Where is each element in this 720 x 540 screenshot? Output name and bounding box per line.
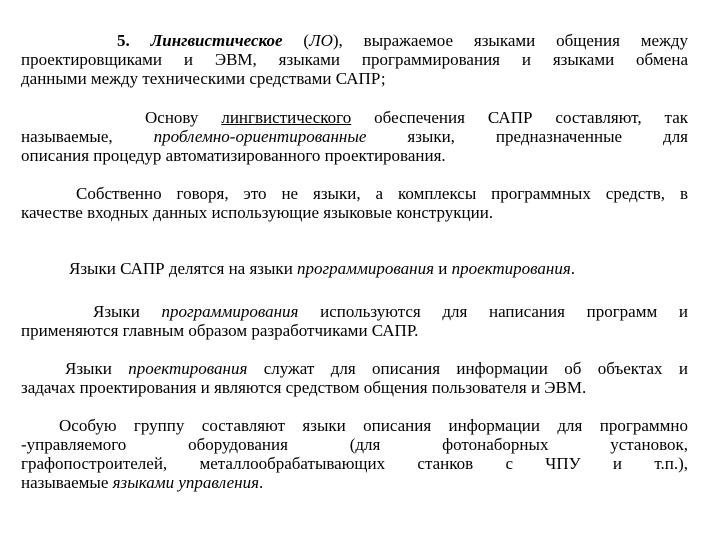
p3-line-2: качестве входных данных использующие языковые конструкции. xyxy=(21,203,494,222)
p5-line-2: применяются главным образом разработчиками САПР. xyxy=(21,321,419,340)
paragraph-control-languages xyxy=(21,416,688,492)
p7-line-4: называемые языками управления. xyxy=(21,473,264,492)
p7-line-1: Особую группу составляют языки описания информации для программно xyxy=(59,416,688,435)
paragraph-actually xyxy=(21,184,688,222)
p4-line-1: Языки САПР делятся на языки программирования и проектирования. xyxy=(69,259,575,278)
paragraph-programming-languages xyxy=(21,302,688,340)
term-problem-oriented: проблемно-ориентированные xyxy=(153,127,367,146)
paragraph-cad-languages xyxy=(21,259,688,278)
item-number: 5. xyxy=(117,31,130,50)
p2-line-1: Основу лингвистического обеспечения САПР составляют, так xyxy=(145,108,688,127)
paragraph-design-languages xyxy=(21,359,688,397)
p7-line-3: графопостроителей, металлообрабатывающих станков с ЧПУ и т.п.), xyxy=(21,454,688,473)
p6-line-2: задачах проектирования и являются средством общения пользователя и ЭВМ. xyxy=(21,378,587,397)
term-programming-2: программирования xyxy=(161,302,299,321)
term-design-2: проектирования xyxy=(128,359,248,378)
p7-line-2: -управляемого оборудования (для фотонаборных установок, xyxy=(21,435,688,454)
p2-line-3: описания процедур автоматизированного проектирования. xyxy=(21,146,446,165)
paragraph-linguistic-support xyxy=(21,31,688,88)
term-design: проектирования xyxy=(451,259,571,278)
p5-line-1: Языки программирования используются для написания программ и xyxy=(93,302,688,321)
p6-line-1: Языки проектирования служат для описания информации об объектах и xyxy=(65,359,688,378)
paragraph-basis xyxy=(21,108,688,165)
p1-line-2: проектировщиками и ЭВМ, языками программирования и языками обмена xyxy=(21,50,688,69)
p1-line-1: 5. Лингвистическое (ЛО), выражаемое языками общения между xyxy=(117,31,688,50)
p2-line-2: называемые, проблемно-ориентированные языки, предназначенные для xyxy=(21,127,688,146)
term-programming: программирования xyxy=(297,259,434,278)
underlined-term: лингвистического xyxy=(221,108,352,127)
term-control-languages: языками управления xyxy=(112,473,259,492)
term-linguistic: Лингвистическое xyxy=(150,31,283,50)
p3-line-1: Собственно говоря, это не языки, а комплексы программных средств, в xyxy=(76,184,688,203)
p1-line-3: данными между техническими средствами САПР; xyxy=(21,69,386,88)
abbr-lo: ЛО xyxy=(309,31,333,50)
